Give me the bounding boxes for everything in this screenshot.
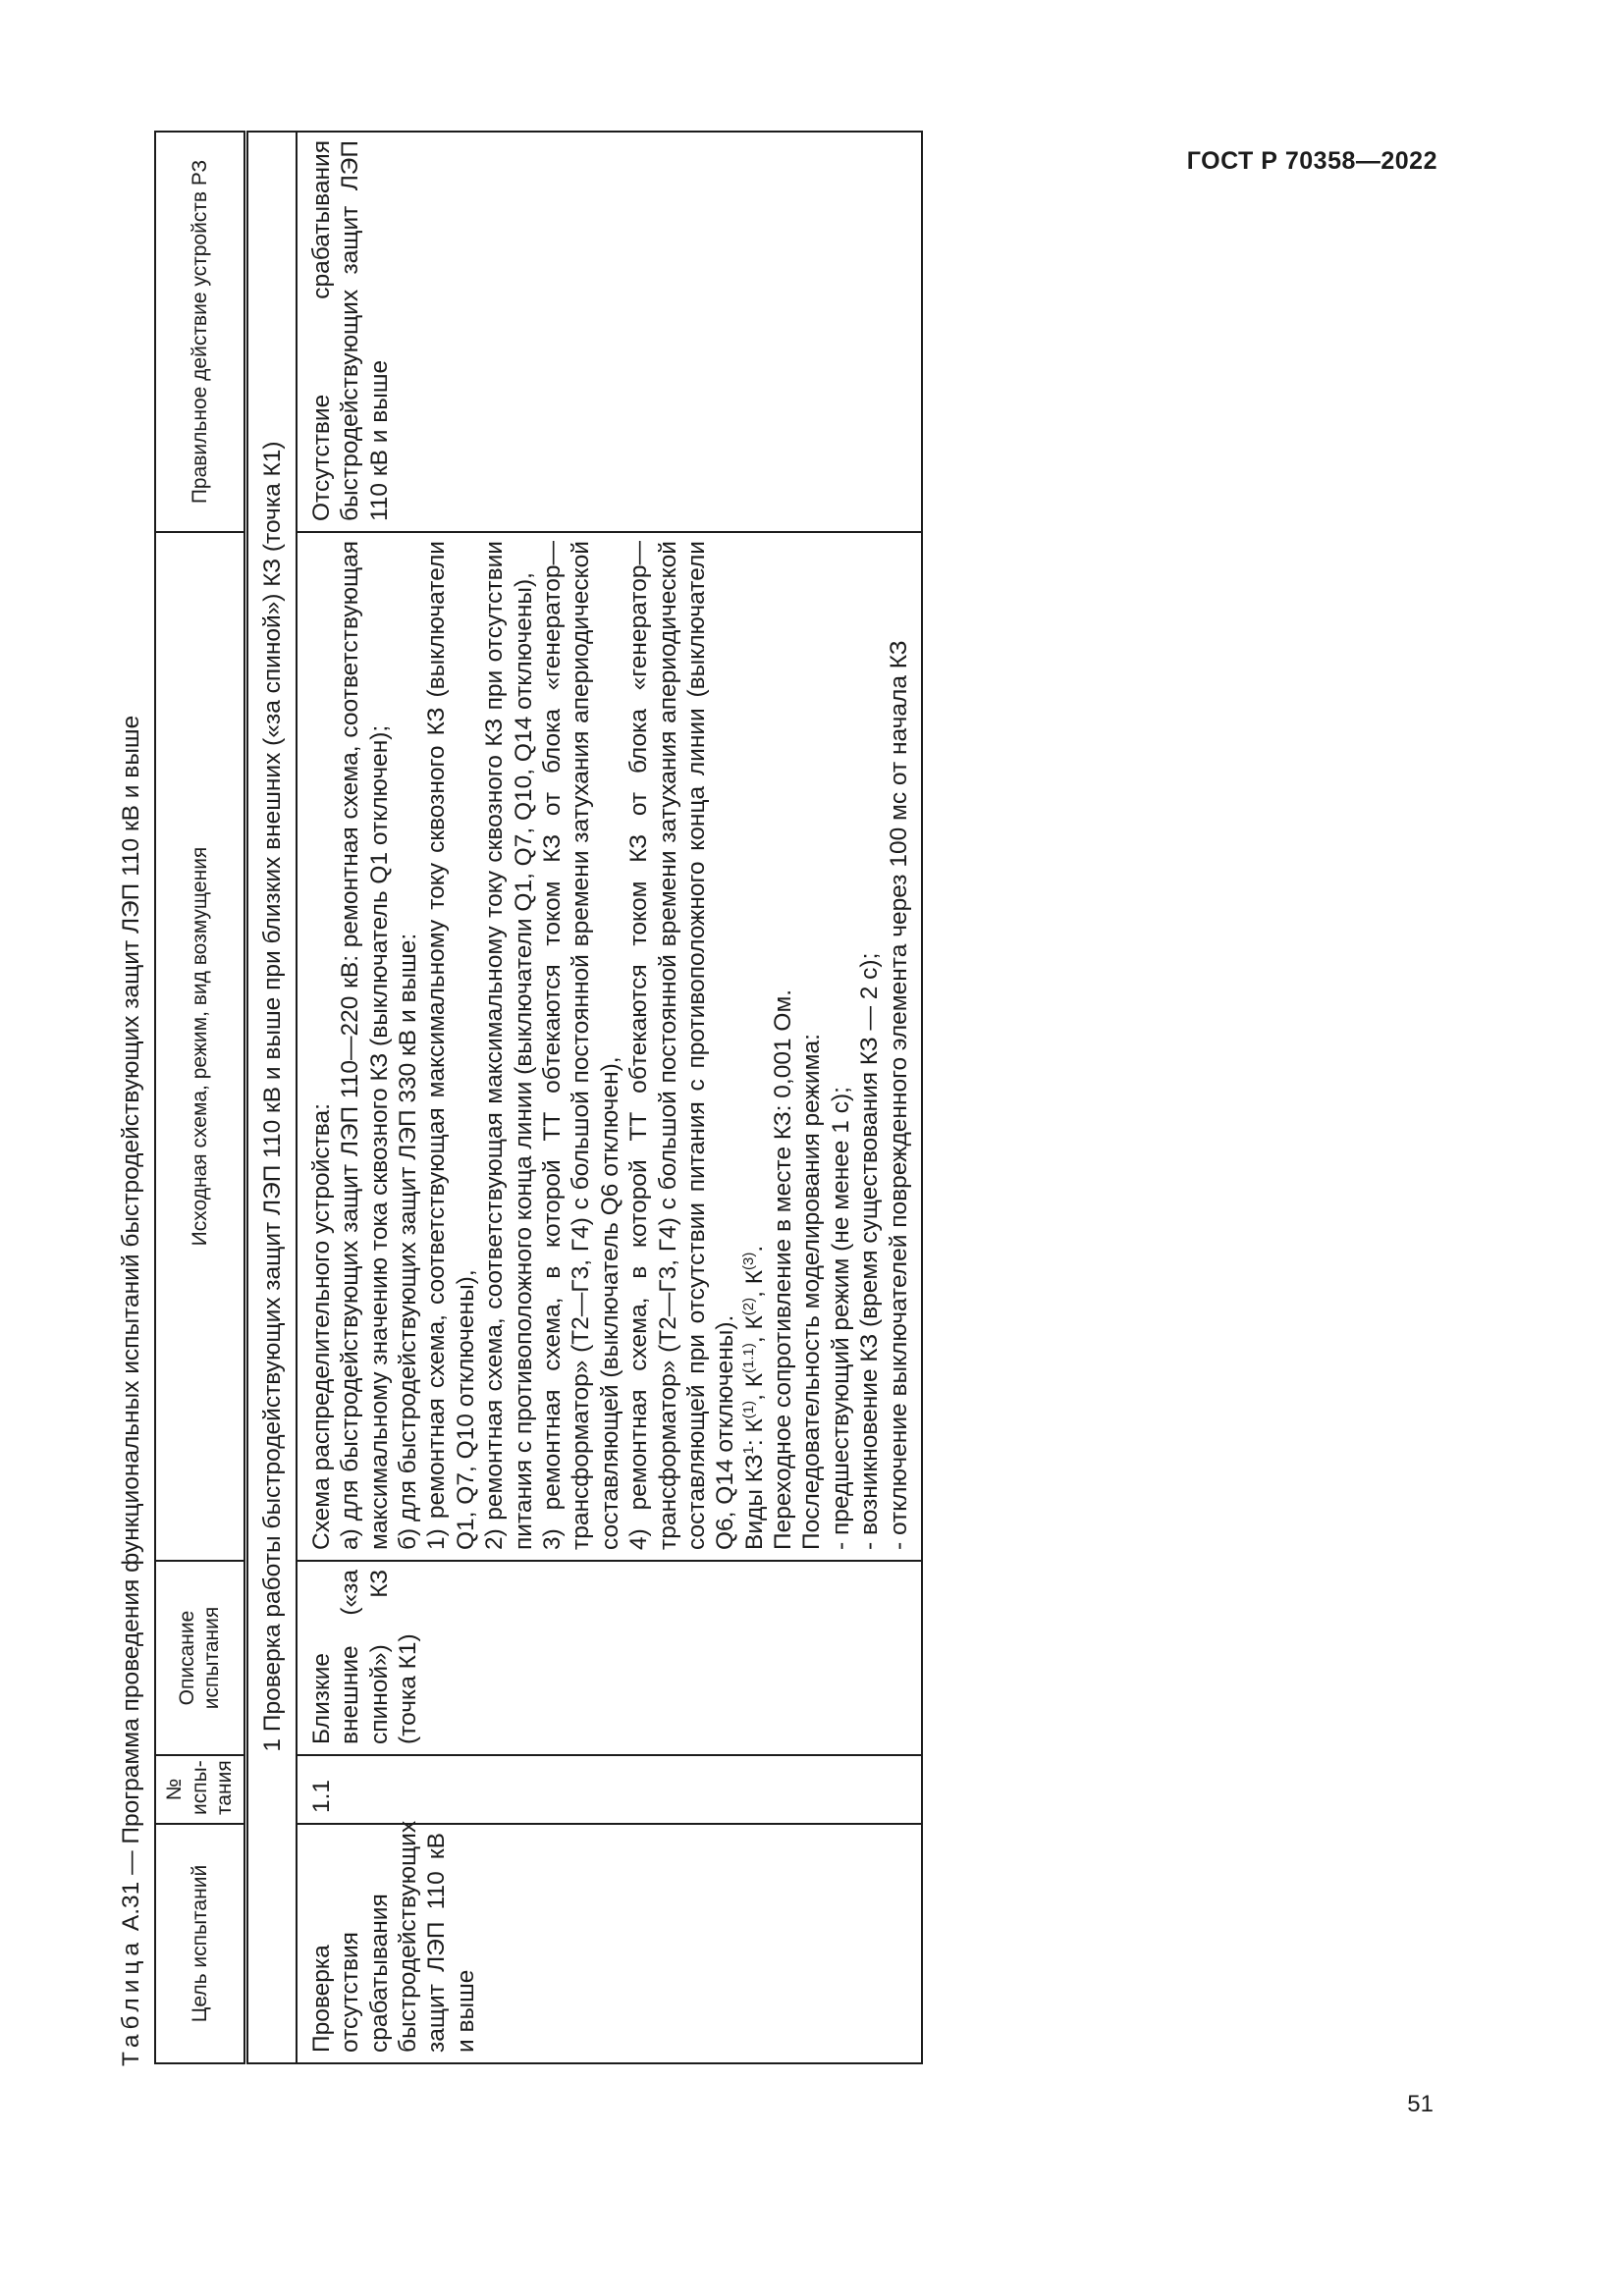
section-row	[245, 132, 297, 2063]
document-code: ГОСТ Р 70358—2022	[1186, 147, 1437, 175]
kz-prefix: Виды КЗ	[740, 1454, 768, 1550]
caption-text: А.31 — Программа проведения функциональных испытаний быстродействующих защит ЛЭП 110 кВ и выше	[118, 715, 144, 1938]
scheme-line: Схема распределительного устройства:	[307, 1103, 335, 1550]
kz-sup: (3)	[739, 1252, 757, 1271]
scheme-line: а) для быстродействующих защит ЛЭП 110—220 кВ: ремонтная схема, соответствующая максимальному значению тока сквозного КЗ (выключатель Q1 отключен);	[337, 541, 393, 1550]
kz-types-line	[740, 541, 769, 1550]
scheme-line: б) для быстродействующих защит ЛЭП 330 кВ и выше:	[395, 933, 421, 1550]
test-program-table	[154, 131, 923, 2064]
kz-sup: (2)	[739, 1297, 757, 1316]
header-number: № испы-тания	[155, 1755, 245, 1824]
header-scheme: Исходная схема, режим, вид возмущения	[155, 532, 245, 1561]
cell-action: Отсутствие срабатывания быстродействующих защит ЛЭП 110 кВ и выше	[297, 132, 922, 532]
cell-number: 1.1	[297, 1755, 922, 1824]
scheme-line: 3) ремонтная схема, в которой ТТ обтекаются током КЗ от блока «генератор—трансформатор» (Т2—Г3, Г4) с большой постоянной времени затухания апериодической составляющей (выключатель Q6 отключен),	[538, 541, 623, 1550]
cell-description: Близкие внешние («за спиной») КЗ (точка К1)	[297, 1561, 922, 1755]
rotated-table-block	[117, 128, 1099, 2066]
kz-text: , К	[740, 1270, 768, 1298]
scheme-line: 1) ремонтная схема, соответствующая максимальному току сквозного КЗ (выключатели Q1, Q7, Q10 отключены),	[423, 541, 479, 1550]
kz-text: , К	[740, 1315, 768, 1344]
header-action: Правильное действие устройств РЗ	[155, 132, 245, 532]
table-caption	[117, 716, 146, 2066]
sequence-item: - возникновение КЗ (время существования КЗ — 2 с);	[856, 952, 884, 1550]
scheme-line: 4) ремонтная схема, в которой ТТ обтекаются током КЗ от блока «генератор—трансформатор» (Т2—Г3, Г4) с большой постоянной времени затухания апериодической составляющей при отсутствии питания с противоположного конца линии (выключатели Q6, Q14 отключены).	[625, 541, 739, 1550]
table-row	[297, 132, 922, 2063]
caption-prefix: Таблица	[118, 1937, 144, 2066]
kz-text: : К	[740, 1418, 768, 1447]
sequence-item: - предшествующий режим (не менее 1 с);	[827, 1087, 854, 1550]
header-description: Описание испытания	[155, 1561, 245, 1755]
kz-text: , К	[740, 1372, 768, 1401]
cell-scheme	[297, 532, 922, 1561]
resistance-line: Переходное сопротивление в месте КЗ: 0,001 Ом.	[770, 988, 797, 1550]
cell-goal: Проверка отсутствия срабатывания быстродействующих защит ЛЭП 110 кВ и выше	[297, 1824, 922, 2063]
scheme-line: 2) ремонтная схема, соответствующая максимальному току сквозного КЗ при отсутствии питания с противоположного конца линии (выключатели Q1, Q7, Q10, Q14 отключены),	[481, 541, 537, 1550]
kz-sup: (1)	[739, 1400, 757, 1419]
kz-sup: 1	[739, 1446, 757, 1455]
kz-text: .	[740, 1245, 768, 1253]
section-title: 1 Проверка работы быстродействующих защит ЛЭП 110 кВ и выше при близких внешних («за спиной») КЗ (точка К1)	[245, 132, 297, 2063]
sequence-item: - отключение выключателей поврежденного элемента через 100 мс от начала КЗ	[885, 640, 912, 1550]
sequence-title: Последовательность моделирования режима:	[798, 1034, 826, 1550]
page-number: 51	[1407, 2091, 1434, 2117]
kz-sup: (1.1)	[739, 1343, 757, 1373]
table-header-row	[155, 132, 245, 2063]
header-goal: Цель испытаний	[155, 1824, 245, 2063]
